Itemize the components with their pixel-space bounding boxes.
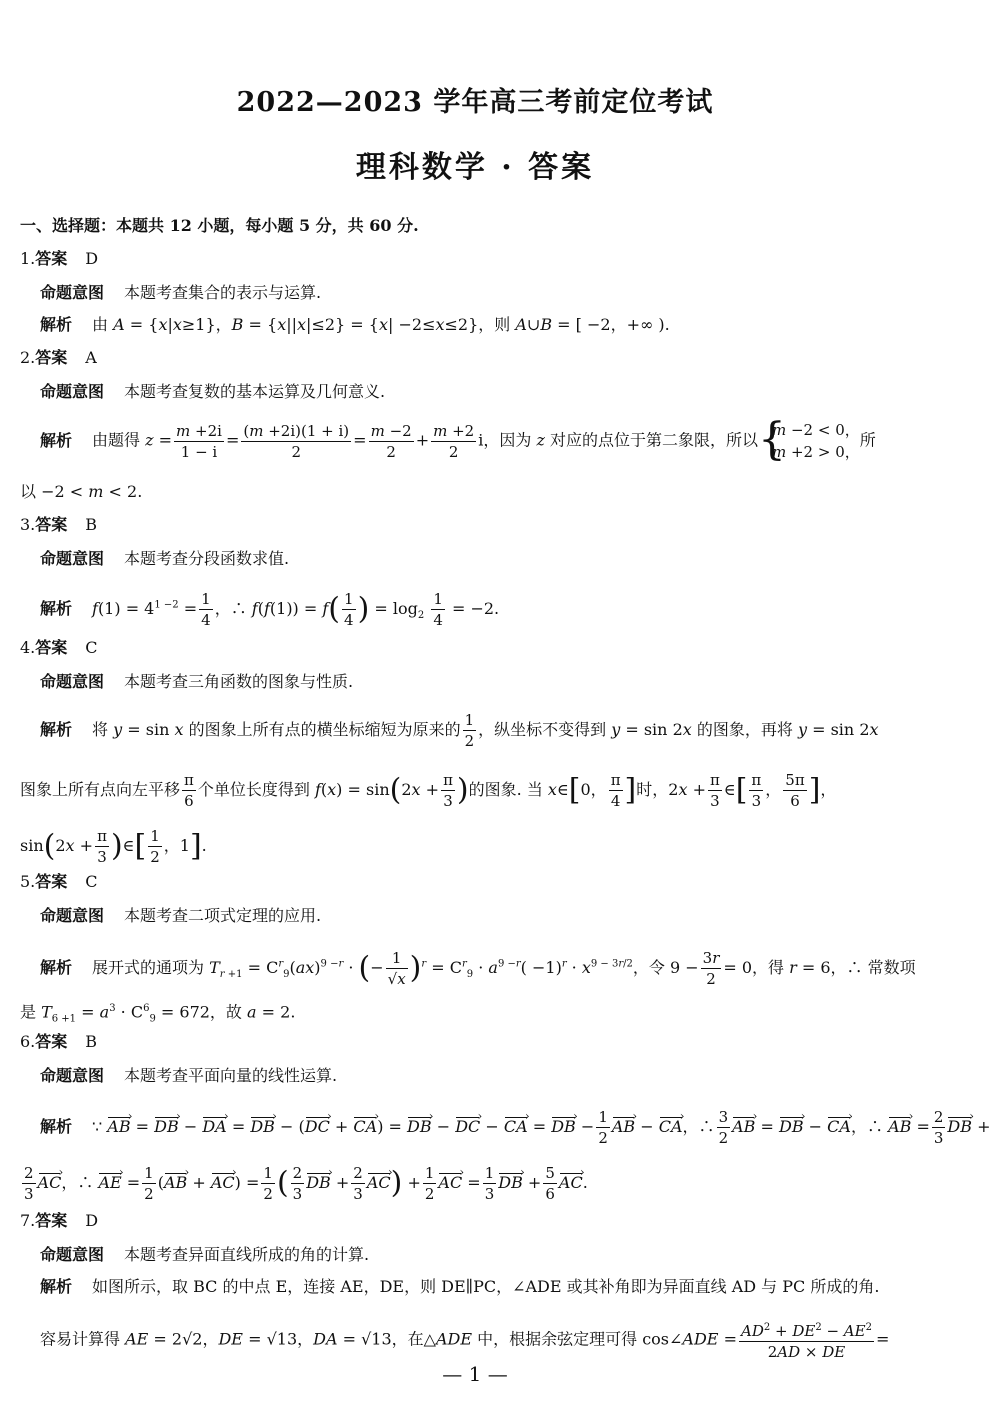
- q7-answer: D: [85, 1211, 99, 1230]
- q1-answer: D: [85, 249, 99, 268]
- answer-label: 答案: [35, 1032, 68, 1051]
- q3-intent-line: [40, 548, 289, 570]
- q7-answer-line: [20, 1210, 98, 1232]
- q1-intent: 本题考查集合的表示与运算.: [124, 283, 322, 302]
- q2-analysis-cont: 以 −2 < m < 2.: [20, 482, 143, 501]
- q2-answer-line: [20, 347, 97, 369]
- answer-label: 答案: [35, 515, 68, 534]
- answer-label: 答案: [35, 638, 68, 657]
- q6-analysis-cont: $\frac{2}{3}$ AC ›，∴ AE › = $\frac{1}{2}$ (AB › + AC ›) = $\frac{1}{2}$ ( $\frac{2}{3}$ DB › + $\frac{2}{3}$ AC ›) + $\frac{1}{2}$ AC › = $\frac{1}{3}$ DB › + $\frac{5}{6}$ AC ›.: [20, 1163, 588, 1204]
- analysis-label: 解析: [40, 1277, 73, 1296]
- q3-intent: 本题考查分段函数求值.: [124, 549, 290, 568]
- analysis-label: 解析: [40, 958, 73, 977]
- q6-answer-line: [20, 1031, 97, 1053]
- q7-intent: 本题考查异面直线所成的角的计算.: [124, 1245, 370, 1264]
- intent-label: 命题意图: [40, 672, 105, 691]
- q4-answer-line: [20, 637, 98, 659]
- q5-analysis-cont: 是 $T_{6 +1} = a^3 \cdot C^6_9 = 672$，故 a = 2.: [20, 1002, 296, 1025]
- q6-intent: 本题考查平面向量的线性运算.: [124, 1066, 338, 1085]
- q5-analysis-line: 解析 展开式的通项为 $T_{r +1} = C^r_9(ax)^{9 -r}$ · (− $\frac{1}{√x}$ )$^r = C^r_9 \cdot a^{9 -r}( -1)^r \cdot x^{9 - 3r/2}$，令 9 − $\frac{3r}{2}$ = 0，得 r = 6，∴ 常数项: [40, 949, 916, 988]
- intent-label: 命题意图: [40, 1245, 105, 1264]
- intent-label: 命题意图: [40, 906, 105, 925]
- q2-number: 2.: [20, 348, 36, 367]
- analysis-label: 解析: [40, 720, 73, 739]
- intent-label: 命题意图: [40, 549, 105, 568]
- analysis-label: 解析: [40, 315, 73, 334]
- q4-intent-line: [40, 671, 353, 693]
- q6-analysis-line: 解析 ∵ AB › = DB › − DA › = DB › − (DC › + CA ›) = DB › − DC › − CA › = DB › − $\frac{1}{2}$ AB › − CA ›，∴ $\frac{3}{2}$ AB › = DB › − CA ›，∴ AB › = $\frac{2}{3}$ DB › +: [40, 1107, 991, 1148]
- intent-label: 命题意图: [40, 382, 105, 401]
- q3-analysis-line: 解析 $f(1) = 4^{1 -2}$ = $\frac{1}{4}$ ，∴ f(f(1)) = f( $\frac{1}{4}$ ) = $\log_2$ $\frac{1}{4}$ = −2.: [40, 590, 500, 629]
- q4-analysis-cont1: 图象上所有点向左平移 $\frac{\pi}{6}$ 个单位长度得到 f(x) = sin(2x + $\frac{\pi}{3}$ )的图象. 当 x∈[0， $\frac{\pi}{4}$ ]时，2x + $\frac{\pi}{3}$ ∈[ $\frac{\pi}{3}$ ， $\frac{5\pi}{6}$ ]，: [20, 771, 837, 810]
- q7-analysis-cont: 容易计算得 AE = 2√2，DE = √13，DA = √13，在△ADE 中，根据余弦定理可得 cos∠ADE = $\frac{AD^2 + DE^2 - AE^2}{2AD \times DE}$ =: [40, 1318, 889, 1362]
- q7-analysis-text: 如图所示，取 BC 的中点 E，连接 AE，DE，则 DE∥PC，∠ADE 或其补角即为异面直线 AD 与 PC 所成的角.: [92, 1277, 880, 1296]
- q5-answer-line: [20, 871, 98, 893]
- intent-label: 命题意图: [40, 283, 105, 302]
- q2-intent: 本题考查复数的基本运算及几何意义.: [124, 382, 386, 401]
- answer-label: 答案: [35, 249, 68, 268]
- q6-number: 6.: [20, 1032, 36, 1051]
- q4-analysis-line: 解析 将 y = sin x 的图象上所有点的横坐标缩短为原来的 $\frac{1}{2}$ ，纵坐标不变得到 y = sin 2x 的图象，再将 y = sin 2x: [40, 711, 879, 750]
- q2-intent-line: [40, 381, 385, 403]
- answer-label: 答案: [35, 1211, 68, 1230]
- q6-answer: B: [85, 1032, 98, 1051]
- analysis-label: 解析: [40, 1117, 73, 1136]
- analysis-label: 解析: [40, 599, 73, 618]
- q5-intent: 本题考查二项式定理的应用.: [124, 906, 322, 925]
- q1-analysis-line: 解析 由 A = {x|x≥1}，B = {x||x|≤2} = {x| −2≤x≤2}，则 A∪B = [ −2，+∞ ).: [40, 315, 670, 334]
- q7-analysis-line: [40, 1276, 879, 1298]
- q2-answer: A: [85, 348, 97, 367]
- answer-label: 答案: [35, 872, 68, 891]
- answer-label: 答案: [35, 348, 68, 367]
- q5-intent-line: [40, 905, 321, 927]
- q3-answer-line: [20, 514, 97, 536]
- q5-answer: C: [85, 872, 98, 891]
- q4-analysis-cont2: sin(2x + $\frac{\pi}{3}$ )∈[ $\frac{1}{2}$ ，1].: [20, 827, 207, 866]
- q6-intent-line: [40, 1065, 337, 1087]
- intent-label: 命题意图: [40, 1066, 105, 1085]
- exam-title: 2022—2023 学年高三考前定位考试: [236, 87, 714, 118]
- analysis-label: 解析: [40, 430, 73, 450]
- q3-number: 3.: [20, 515, 36, 534]
- q7-intent-line: [40, 1244, 369, 1266]
- q5-number: 5.: [20, 872, 36, 891]
- q4-answer: C: [85, 638, 98, 657]
- section-heading: 一、选择题：本题共 12 小题，每小题 5 分，共 60 分.: [20, 216, 419, 235]
- q3-answer: B: [85, 515, 98, 534]
- q7-number: 7.: [20, 1211, 36, 1230]
- q4-number: 4.: [20, 638, 36, 657]
- q4-intent: 本题考查三角函数的图象与性质.: [124, 672, 354, 691]
- page-number: — 1 —: [442, 1362, 508, 1386]
- page-title: 理科数学 · 答案: [355, 150, 595, 185]
- q1-intent-line: [40, 282, 321, 304]
- q1-answer-line: [20, 248, 98, 270]
- q1-number: 1.: [20, 249, 36, 268]
- q2-analysis-line: 解析 由题得 z = $\frac{m +2i}{1 - i}$ = $\frac{(m +2i)(1 + i)}{2}$ = $\frac{m -2}{2}$ + $\frac{m +2}{2}$ i，因为 z 对应的点位于第二象限，所以 { m −2 < 0， m +2 > 0， 所: [40, 419, 876, 463]
